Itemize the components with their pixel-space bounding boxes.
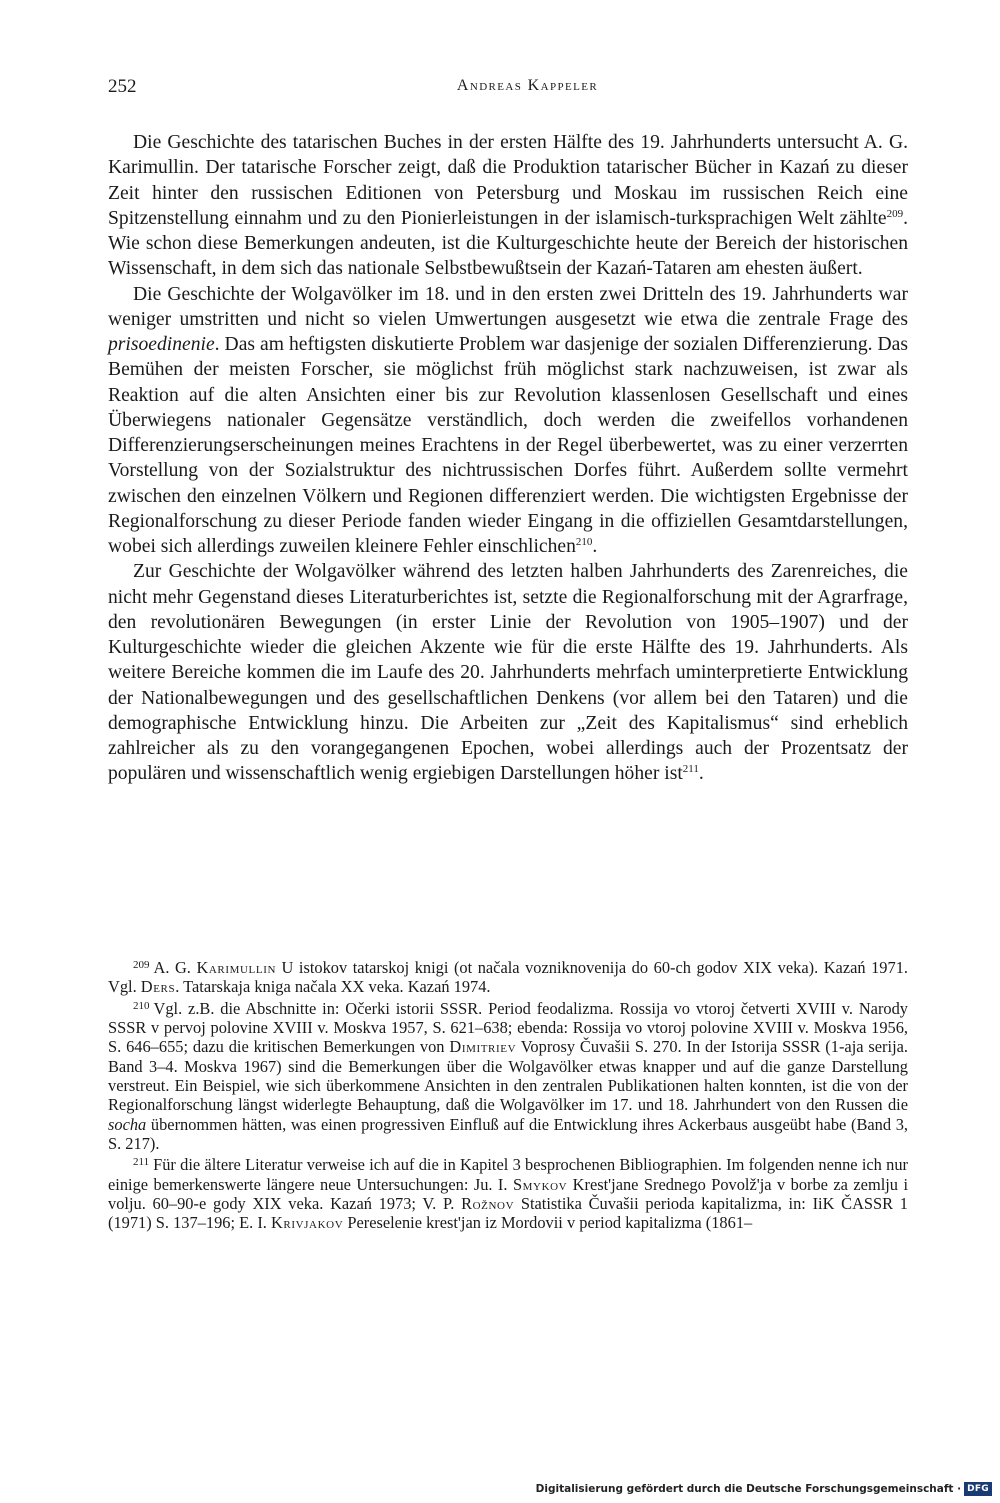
page-header <box>108 76 907 100</box>
page-number: 252 <box>108 76 137 97</box>
footnote-reference[interactable]: 209 <box>886 207 904 220</box>
author-name: Ders <box>140 977 176 997</box>
funding-notice <box>536 1481 992 1497</box>
author-name: Rožnov <box>461 1193 515 1213</box>
author-name: Krivjakov <box>271 1213 344 1233</box>
main-text <box>108 130 908 787</box>
italic-term: socha <box>108 1114 147 1134</box>
footnotes <box>108 956 908 1233</box>
paragraph: Zur Geschichte der Wolgavölker während des letzten halben Jahrhunderts des Zarenreiches, die nicht mehr Gegenstand dieses Literaturberichtes ist, setzte die Regionalforschung mit der Agrarfrage, den revolutionären Bewegungen (in erster Linie der Revolution von 1905–1907) und der Kulturgeschichte wieder die gleichen Akzente wie für die erste Hälfte des 19. Jahrhunderts. Als weitere Bereiche kommen die im Laufe des 20. Jahrhunderts mehrfach uminterpretierte Entwicklung der Nationalbewegungen und des gesellschaftlichen Denkens (vor allem bei den Tataren) und die demographische Entwicklung hinzu. Die Arbeiten zur „Zeit des Kapitalismus“ sind erheblich zahlreicher als zu den vorangegangenen Epochen, wobei allerdings auch der Prozentsatz der populären und wissenschaftlich wenig ergiebigen Darstellungen höher ist$^{211}$. <box>108 561 908 785</box>
paragraph: Die Geschichte des tatarischen Buches in der ersten Hälfte des 19. Jahrhunderts untersucht A. G. Karimullin. Der tatarische Forscher zeigt, daß die Produktion tatarischer Bücher in Kazań zu dieser Zeit hinter den russischen Editionen von Petersburg und Moskau im russischen Reich eine Spitzenstellung einnahm und zu den Pionierleistungen in der islamisch-turksprachigen Welt zählte$^{209}$. Wie schon diese Bemerkungen andeuten, ist die Kulturgeschichte heute der Bereich der historischen Wissenschaft, in dem sich das nationale Selbstbewußtsein der Kazań-Tataren am ehesten äußert. <box>108 132 908 280</box>
running-head: Andreas Kappeler <box>456 77 599 94</box>
footnote-211: $^{211}$ Für die ältere Literatur verweise ich auf die in Kapitel 3 besprochenen Bibliographien. Im folgenden nenne ich nur einige bemerkenswerte längere neue Untersuchungen: Ju. I. Smykov Krest'jane Srednego Povolž'ja v borbe za zemlju i volju. 60–90-e gody XIX veka. Kazań 1973; V. P. Rožnov Statistika Čuvašii perioda kapitalizma, in: IiK ČASSR 1 (1971) S. 137–196; E. I. Krivjakov Pereselenie krest'jan iz Mordovii v period kapitalizma (1861– <box>108 1155 908 1233</box>
author-name: Dimitriev <box>449 1037 517 1057</box>
funding-text: Digitalisierung gefördert durch die Deutsche Forschungsgemeinschaft · <box>535 1483 962 1495</box>
author-name: Smykov <box>512 1174 568 1194</box>
author-name: Karimullin <box>196 957 277 977</box>
paragraph: Die Geschichte der Wolgavölker im 18. und in den ersten zwei Dritteln des 19. Jahrhunderts war weniger umstritten und nicht so vielen Umwertungen ausgesetzt wie etwa die zentrale Frage des prisoedinenie. Das am heftigsten diskutierte Problem war dasjenige der sozialen Differenzierung. Das Bemühen der meisten Forscher, sie möglichst früh möglichst stark nachzuweisen, ist zwar als Reaktion auf die alten Ansichten einer bis zur Revolution klassenlosen Gesellschaft und eines Überwiegens nationaler Gegensätze verständlich, doch werden die zweifellos vorhandenen Differenzierungserscheinungen meines Erachtens in der Regel überbewertet, was zu einer verzerrten Vorstellung von der Sozialstruktur des nichtrussischen Dorfes führt. Außerdem sollte vermehrt zwischen den einzelnen Völkern und Regionen differenziert werden. Die wichtigsten Ergebnisse der Regionalforschung zu dieser Periode fanden wieder Eingang in die offiziellen Gesamtdarstellungen, wobei sich allerdings zuweilen kleinere Fehler einschlichen$^{210}$. <box>108 283 908 557</box>
footnote-reference[interactable]: 210 <box>575 535 593 548</box>
italic-term: prisoedinenie <box>108 334 215 355</box>
footnote-reference[interactable]: 211 <box>682 763 699 776</box>
footnote-209: $^{209}$ A. G. Karimullin U istokov tatarskoj knigi (ot načala vozniknovenija do 60-ch godov XIX veka). Kazań 1971. Vgl. Ders. Tatarskaja kniga načala XX veka. Kazań 1974. <box>108 957 908 997</box>
footnote-210: $^{210}$ Vgl. z.B. die Abschnitte in: Očerki istorii SSSR. Period feodalizma. Rossija vo vtoroj četverti XVIII v. Narody SSSR v pervoj polovine XVIII v. Moskva 1957, S. 621–638; ebenda: Rossija vo vtoroj polovine XVIII v. Moskva 1956, S. 646–655; dazu die kritischen Bemerkungen von Dimitriev Voprosy Čuvašii S. 270. In der Istorija SSSR (1-aja serija. Band 3–4. Moskva 1967) sind die Bemerkungen über die Wolgavölker etwas knapper und auf die ganze Darstellung verstreut. Ein Beispiel, wie sich überkommene Ansichten in den zentralen Publikationen halten konnten, ist die von der Regionalforschung längst widerlegte Behauptung, daß die Wolgavölker im 17. und 18. Jahrhundert von den Russen die socha übernommen hätten, was einen progressiven Einfluß auf die Entwicklung ihres Ackerbaus ausgeübt habe (Band 3, S. 217). <box>108 998 908 1153</box>
footnote-mark: 210 <box>133 999 150 1012</box>
footnote-mark: 211 <box>133 1156 150 1169</box>
footnote-mark: 209 <box>133 959 150 971</box>
dfg-logo: DFG <box>964 1482 992 1496</box>
